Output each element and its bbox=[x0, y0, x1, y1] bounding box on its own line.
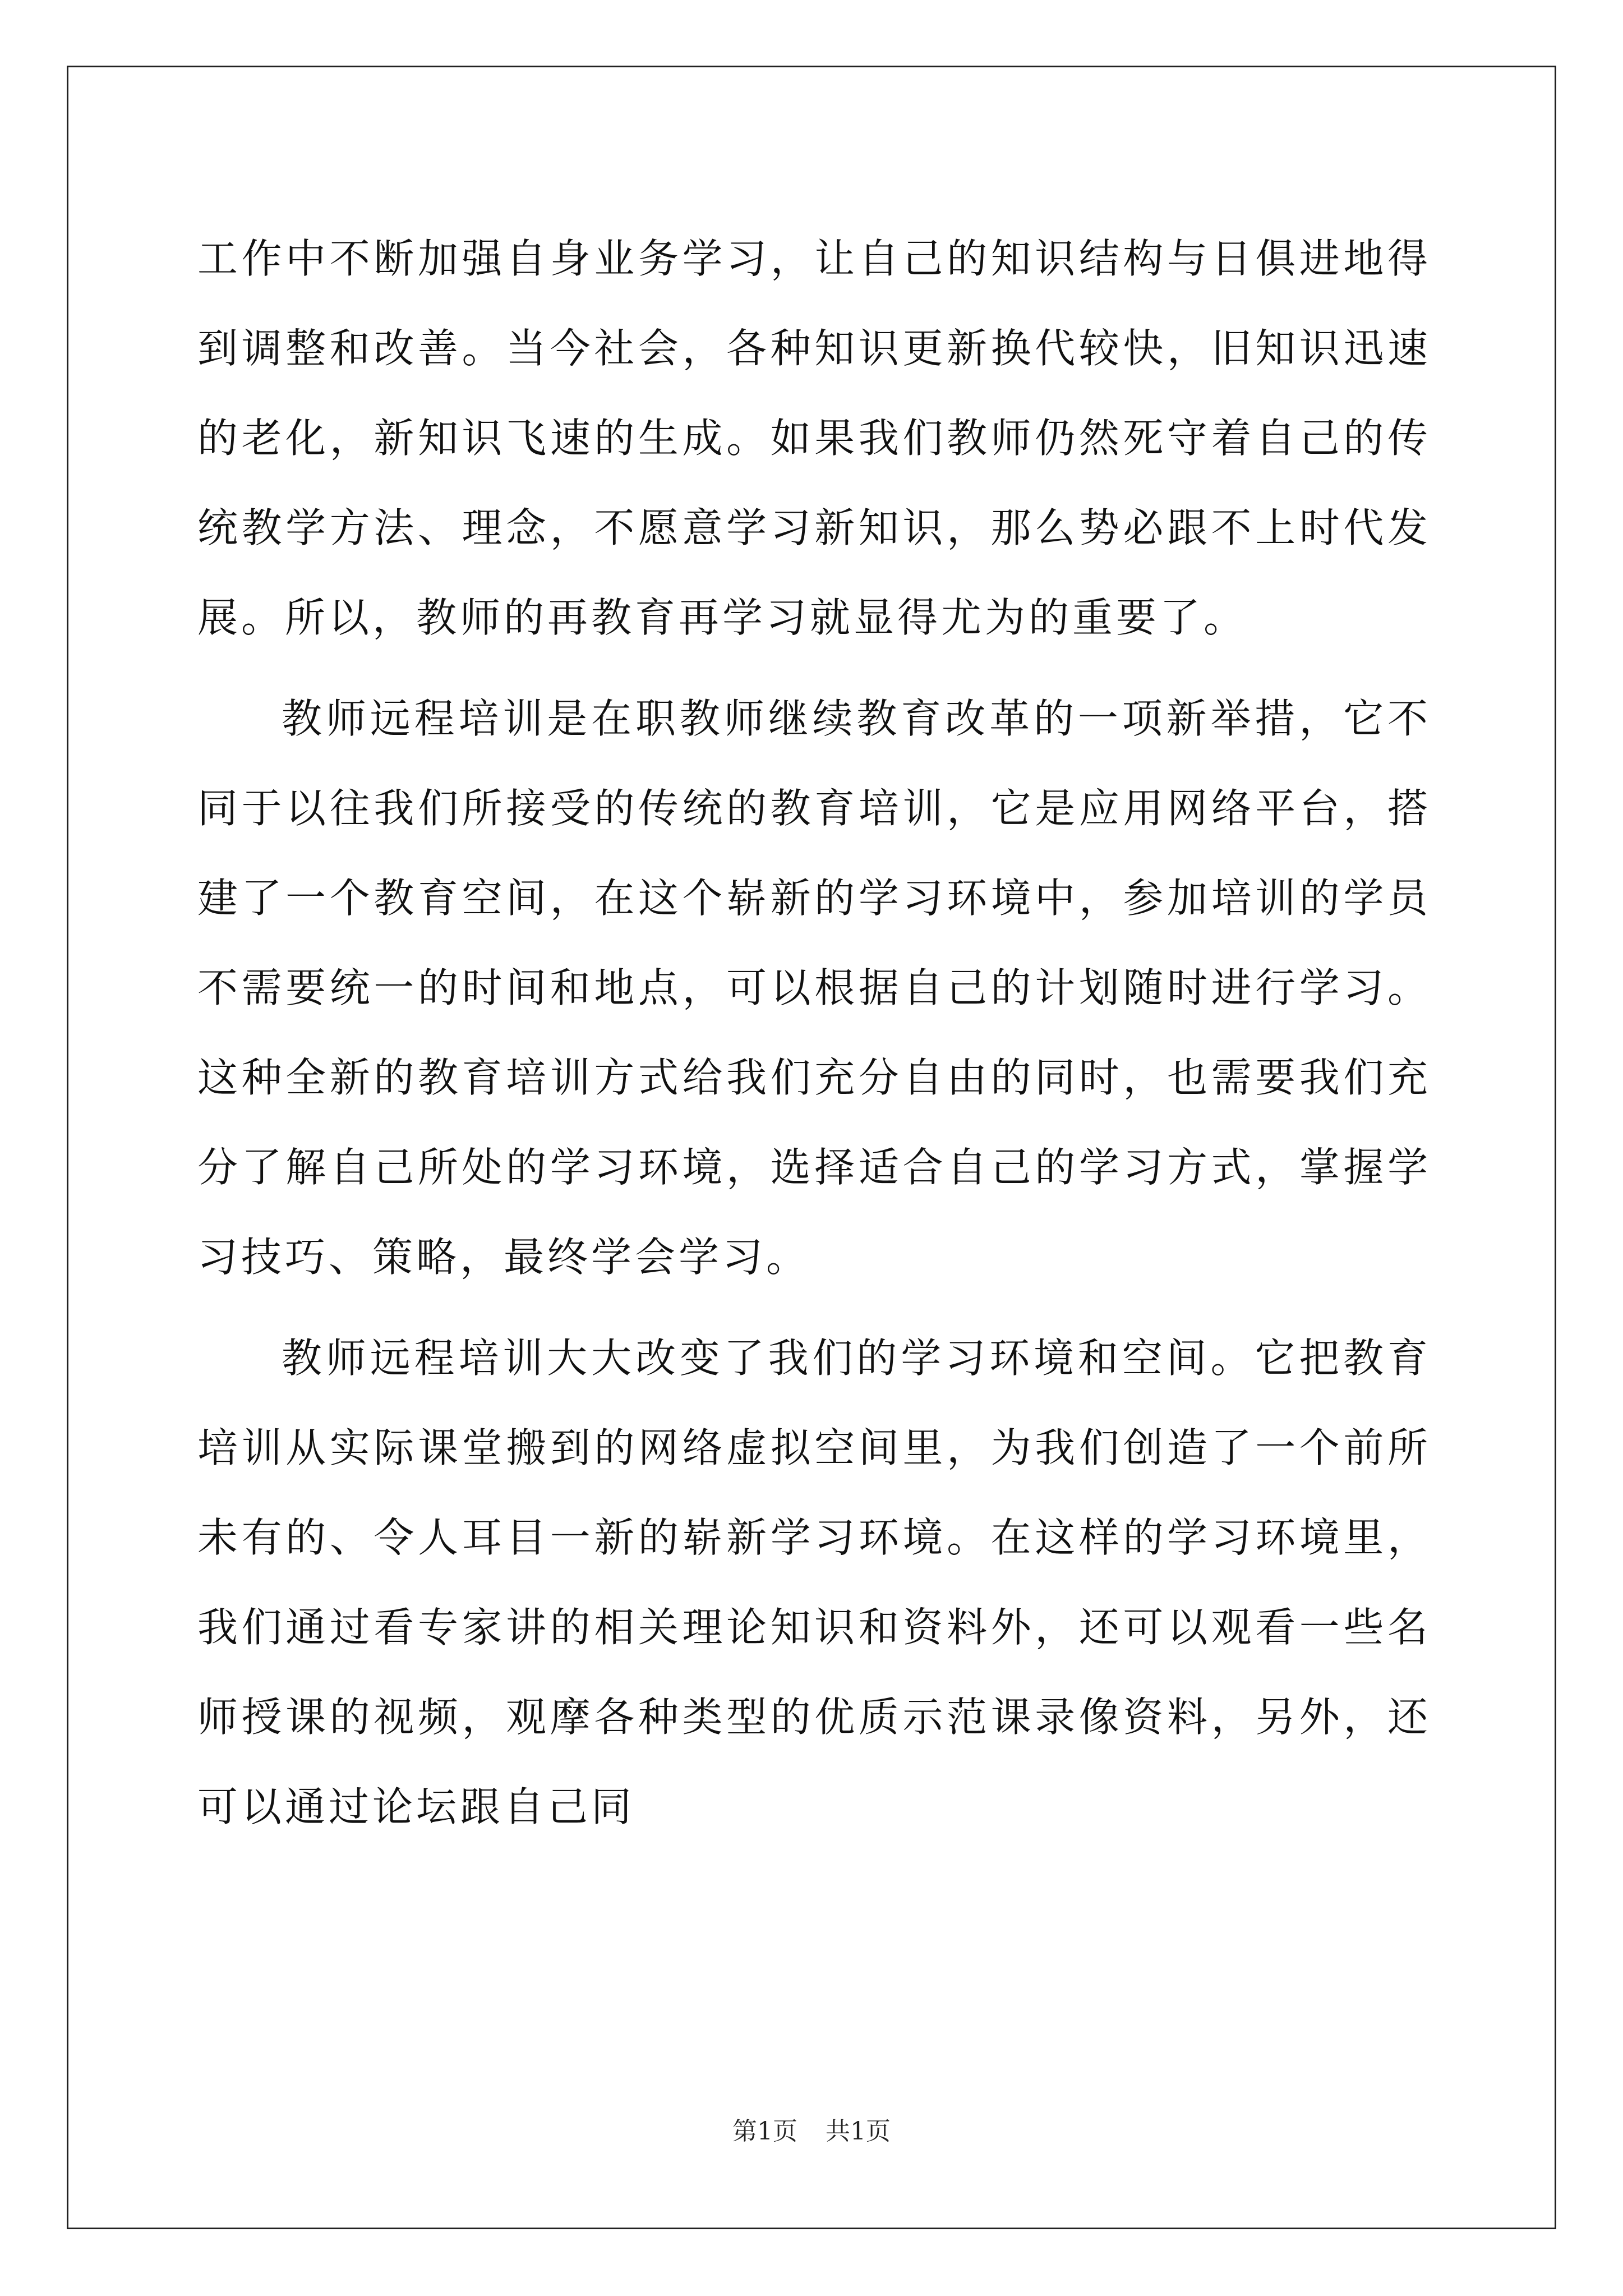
paragraph-3: 教师远程培训大大改变了我们的学习环境和空间。它把教育培训从实际课堂搬到的网络虚拟空间里，为我们创造了一个前所未有的、令人耳目一新的崭新学习环境。在这样的学习环境里，我们通过看专家讲的相关理论知识和资料外，还可以观看一些名师授课的视频，观摩各种类型的优质示范课录像资料，另外，还可以通过论坛跟自己同 bbox=[197, 1335, 1431, 1830]
paragraph-2: 教师远程培训是在职教师继续教育改革的一项新举措，它不同于以往我们所接受的传统的教育培训，它是应用网络平台，搭建了一个教育空间，在这个崭新的学习环境中，参加培训的学员不需要统一的时间和地点，可以根据自己的计划随时进行学习。这种全新的教育培训方式给我们充分自由的同时，也需要我们充分了解自己所处的学习环境，选择适合自己的学习方式，掌握学习技巧、策略，最终学会学习。 bbox=[197, 695, 1431, 1281]
page-number-total: 共1页 bbox=[826, 2117, 891, 2146]
page-number-current: 第1页 bbox=[732, 2117, 797, 2146]
document-body bbox=[197, 214, 1431, 1852]
page-footer bbox=[0, 2115, 1623, 2148]
paragraph-1: 工作中不断加强自身业务学习，让自己的知识结构与日俱进地得到调整和改善。当今社会，各种知识更新换代较快，旧知识迅速的老化，新知识飞速的生成。如果我们教师仍然死守着自己的传统教学方法、理念，不愿意学习新知识，那么势必跟不上时代发展。所以，教师的再教育再学习就显得尤为的重要了。 bbox=[197, 235, 1431, 641]
